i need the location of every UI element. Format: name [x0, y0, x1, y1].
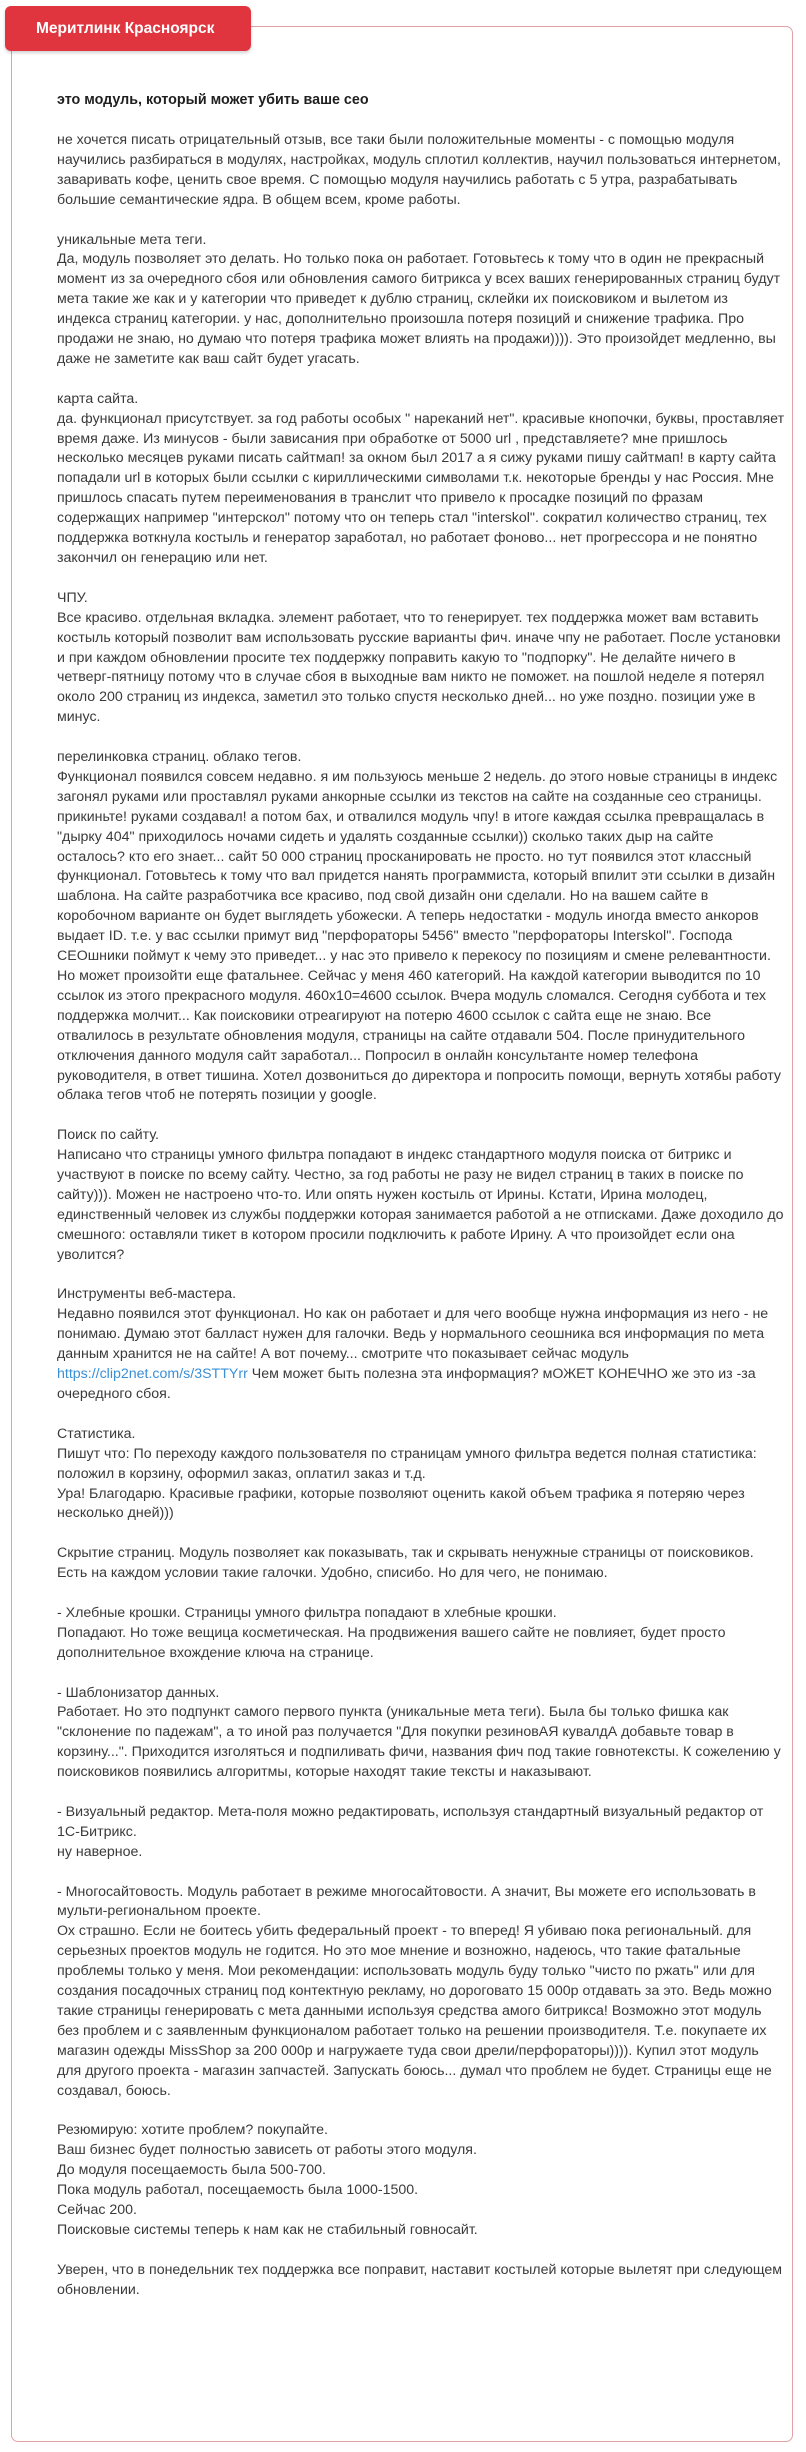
review-title: это модуль, который может убить ваше сео — [57, 92, 369, 108]
clip2net-link[interactable]: https://clip2net.com/s/3STTYrr — [57, 1366, 248, 1383]
review-paragraph-summary: Резюмирую: хотите проблем? покупайте. Ваш бизнес будет полностью зависеть от работы этого модуля. До модуля посещаемость была 500-700. Пока модуль работал, посещаемость была 1000-1500. Сейчас 200. Поисковые системы теперь к нам как не стабильный говносайт. — [57, 2122, 478, 2238]
review-body — [57, 91, 785, 2301]
review-paragraph-breadcrumbs: - Хлебные крошки. Страницы умного фильтра попадают в хлебные крошки. Попадают. Но тоже вещица косметическая. На продвижения вашего сайте не повлияет, будет просто дополнительное вхождение ключа на странице. — [57, 1604, 726, 1661]
review-paragraph-hide-pages: Скрытие страниц. Модуль позволяет как показывать, так и скрывать ненужные страницы от поисковиков. Есть на каждом условии такие галочки. Удобно, списибо. Но для чего, не понимаю. — [57, 1545, 754, 1582]
review-card — [11, 26, 793, 2442]
review-paragraph-webmaster-tools — [57, 1285, 785, 1404]
review-paragraph-closing: Уверен, что в понедельник тех поддержка все поправит, наставит костылей которые вылетят при следующем обновлении. — [57, 2261, 783, 2298]
review-paragraph-statistics: Статистика. Пишут что: По переходу каждого пользователя по страницам умного фильтра ведется полная статистика: положил в корзину, оформил заказ, оплатил заказ и т.д. Ура! Благодарю. Красивые графики, которые позволяют оценить какой объем трафика я потеряю через несколько дней))) — [57, 1425, 757, 1522]
review-text — [57, 131, 785, 2301]
review-paragraph-linking: перелинковка страниц. облако тегов. Функционал появился совсем недавно. я им пользуюсь меньше 2 недель. до этого новые страницы в индекс загонял руками или проставлял руками анкорные ссылки из текстов на сайте на созданные сео страницы. прикиньте! руками создавал! а потом бах, и отвалился модуль чпу! в итоге каждая ссылка превращалась в "дырку 404" приходилось ночами сидеть и удалять созданные ссылки)) сколько таких дыр на сайте осталось? кто его знает... сайт 50 000 страниц просканировать не просто. но тут появился этот классный функционал. Готовьтесь к тому что вал придется нанять программиста, который впилит эти ссылки в дизайн шаблона. На сайте разработчика все красиво, под свой дизайн они сделали. Но на вашем сайте в коробочном варианте он будет выглядеть убожески. А теперь недостатки - модуль иногда вместо анкоров выдает ID. т.е. у вас ссылки примут вид "перфораторы 5456" вместо "перфораторы Interskol". Господа СЕОшники поймут к чему это приведет... у нас это привело к перекосу по позициям и смене релевантности. Но может произойти еще фатальнее. Сейчас у меня 460 категорий. На каждой категории выводится по 10 ссылок из этого прекрасного модуля. 460х10=4600 ссылок. Вчера модуль сломался. Сегодня суббота и тех поддержка молчит... Как поисковики отреагируют на потерю 4600 ссылок с сайта еще не знаю. Все отвалилось в результате обновления модуля, страницы на сайте отдавали 504. После принудительного отключения данного модуля сайт заработал... Попросил в онлайн консультанте номер телефона руководителя, в ответ тишина. Хотел дозвониться до директора и попросить помощи, вернуть хотябы работу облака тегов чтоб не потерять позиции у google. — [57, 749, 781, 1104]
review-paragraph-chpu: ЧПУ. Все красиво. отдельная вкладка. элемент работает, что то генерирует. тех поддержка может вам вставить костыль который позволит вам использовать русские варианты фич. иначе чпу не работает. После установки и при каждом обновлении просите тех поддержку поправить какую то "подпорку". Не делайте ничего в четверг-пятницу потому что в случае сбоя в выходные вам никто не поможет. на пошлой неделе я потерял около 200 страниц из индекса, заметил это только спустя несколько дней... но уже поздно. позиции уже в минус. — [57, 589, 781, 726]
review-paragraph-site-search: Поиск по сайту. Написано что страницы умного фильтра попадают в индекс стандартного модуля поиска от битрикс и участвуют в поиске по всему сайту. Честно, за год работы не разу не видел страниц в таких в поиске по сайту))). Можен не настроено что-то. Или опять нужен костыль от Ирины. Кстати, Ирина молодец, единственный человек из службы поддержки которая занимается работой а не отписками. Даже доходило до смешного: оставляли тикет в котором просили подключить к работе Ирину. А что произойдет если она уволится? — [57, 1127, 784, 1263]
webmaster-text-before-link: Инструменты веб-мастера. Недавно появился этот функционал. Но как он работает и для чего вообще нужна информация из него - не понимаю. Думаю этот балласт нужен для галочки. Ведь у нормального сеошника вся информация по мета данным хранится не на сайте! А вот почему... смотрите что показывает сейчас модуль — [57, 1286, 769, 1363]
review-paragraph-meta-tags: уникальные мета теги. Да, модуль позволяет это делать. Но только пока он работает. Готовьтесь к тому что в один не прекрасный момент из за очередного сбоя или обновления самого битрикса у всех ваших генерированных страниц будут мета такие же как и у категории что приведет к дублю страниц, склейки их поисковиком и вылетом из индекса страниц категории. у нас, дополнительно произошла потеря позиций и снижение трафика. Про продажи не знаю, но думаю что потеря трафика может влиять на продажи)))). Это произойдет медленно, вы даже не заметите как ваш сайт будет угасать. — [57, 231, 781, 367]
webmaster-text-after-link: Чем может быть полезна эта информация? мОЖЕТ КОНЕЧНО же это из -за очередного сбоя. — [57, 1366, 756, 1402]
review-paragraph-multisite: - Многосайтовость. Модуль работает в режиме многосайтовости. А значит, Вы можете его использовать в мульти-региональном проекте. Ох страшно. Если не боитесь убить федеральный проект - то вперед! Я убиваю пока региональный. для серьезных проектов модуль не годится. Но это мое мнение и возножно, надеюсь, что такие фатальные проблемы только у меня. Мои рекомендации: использовать модуль буду только "чисто по ржать" или для создания посадочных страниц под контектную рекламу, но дороговато 15 000р отдавать за это. Ведь можно такие страницы генерировать с мета данными используя средства амого битрикса! Возможно этот модуль без проблем и с заявленным функционалом работает только на решении производителя. Т.е. покупаете их магазин одежды MissShop за 200 000р и нагружаете туда свои дрели/перфораторы)))). Купил этот модуль для другого проекта - магазин запчастей. Запускать боюсь... думал что проблем не будет. Страницы еще не создавал, боюсь. — [57, 1883, 772, 2099]
review-paragraph-visual-editor: - Визуальный редактор. Мета-поля можно редактировать, используя стандартный визуальный редактор от 1С-Битрикс. ну наверное. — [57, 1803, 764, 1860]
review-paragraph-intro: не хочется писать отрицательный отзыв, все таки были положительные моменты - с помощью модуля научились разбираться в модулях, настройках, модуль сплотил коллектив, научил пользоваться интернетом, заваривать кофе, ценить свое время. С помощью модуля научились работать с 5 утра, разрабатывать большие семантические ядра. В общем всем, кроме работы. — [57, 132, 781, 208]
author-badge: Меритлинк Красноярск — [5, 6, 251, 51]
review-paragraph-sitemap: карта сайта. да. функционал присутствует. за год работы особых " нареканий нет". красивые кнопочки, буквы, проставляет время даже. Из минусов - были зависания при обработке от 5000 url , представляете? мне пришлось несколько месяцев руками писать сайтмап! за окном был 2017 а я сижу руками пишу сайтмап! в карту сайта попадали url в которых были ссылки с кириллическими символами т.к. некоторые бренды у нас Россия. Мне пришлось спасать путем переименования в транслит что привело к просадке позиций по фразам содержащих например "интерскол" потому что он теперь стал "interskol". сократил количество страниц, тех поддержка воткнула костыль и генератор заработал, но работает фоново... нет прогрессора и не понятно закончил он генерацию или нет. — [57, 390, 785, 566]
review-paragraph-templater: - Шаблонизатор данных. Работает. Но это подпункт самого первого пункта (уникальные мета теги). Была бы только фишка как "склонение по падежам", а то иной раз получается "Для покупки резиновАЯ кувалдА добавьте товар в корзину...". Приходится изголяться и подпиливать фичи, названия фич под такие говнотексты. К сожелению у поисковиков появились алгоритмы, которые находят такие тексты и наказывают. — [57, 1684, 781, 1781]
